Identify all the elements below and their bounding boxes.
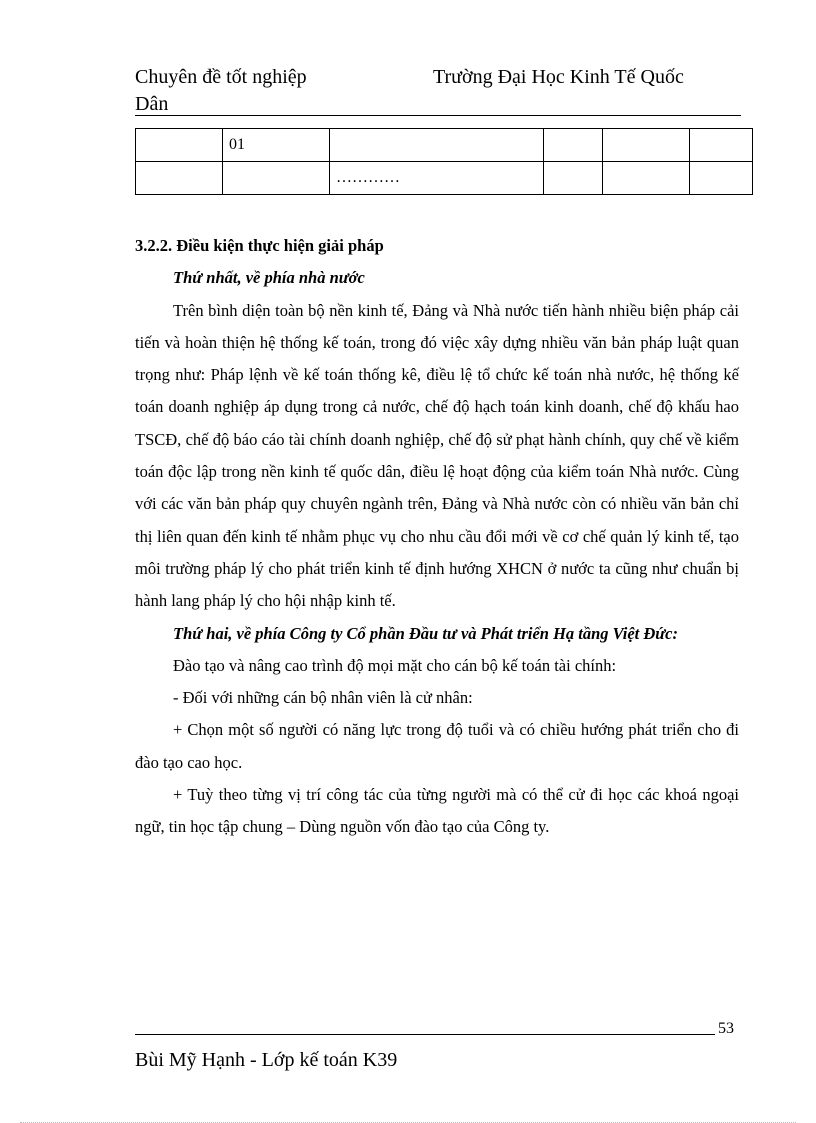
table-cell (330, 129, 544, 162)
table-cell (136, 129, 223, 162)
subheading-second: Thứ hai, về phía Công ty Cổ phần Đầu tư và Phát triển Hạ tầng Việt Đức: (173, 623, 678, 643)
body-content (135, 230, 739, 844)
table-row (136, 162, 753, 195)
table-cell (603, 129, 690, 162)
subheading-first: Thứ nhất, về phía nhà nước (173, 268, 365, 288)
header-continuation: Dân (135, 93, 169, 115)
table-cell (544, 129, 603, 162)
list-item: - Đối với những cán bộ nhân viên là cử nhân: (173, 688, 473, 708)
paragraph-training: Đào tạo và nâng cao trình độ mọi mặt cho cán bộ kế toán tài chính: (173, 655, 617, 675)
table-cell (690, 162, 753, 195)
list-item: + Chọn một số người có năng lực trong độ tuổi và có chiều hướng phát triển cho đi đào tạo cao học. (135, 720, 739, 772)
table-cell (690, 129, 753, 162)
page-number: 53 (718, 1020, 734, 1037)
table-cell: 01 (223, 129, 330, 162)
header-divider (135, 115, 741, 116)
table-cell (223, 162, 330, 195)
list-item: + Tuỳ theo từng vị trí công tác của từng người mà có thể cử đi học các khoá ngoại ngữ, tin học tập chung – Dùng nguồn vốn đào tạo của Công ty. (135, 785, 739, 837)
footer-divider (135, 1034, 715, 1035)
table-cell (544, 162, 603, 195)
header-left: Chuyên đề tốt nghiệp (135, 66, 307, 88)
header-right: Trường Đại Học Kinh Tế Quốc (433, 66, 684, 88)
section-heading: 3.2.2. Điều kiện thực hiện giải pháp (135, 236, 384, 255)
paragraph-state: Trên bình diện toàn bộ nền kinh tế, Đảng và Nhà nước tiến hành nhiều biện pháp cải tiến và hoàn thiện hệ thống kế toán, trong đó việc xây dựng nhiều văn bản pháp luật quan trọng như: Pháp lệnh về kế toán thống kê, điều lệ tổ chức kế toán nhà nước, hệ thống kế toán doanh nghiệp áp dụng trong cả nước, chế độ hạch toán kinh doanh, chế độ khấu hao TSCĐ, chế độ báo cáo tài chính doanh nghiệp, chế độ sử phạt hành chính, quy chế về kiểm toán độc lập trong nền kinh tế quốc dân, điều lệ hoạt động của kiểm toán Nhà nước. Cùng với các văn bản pháp quy chuyên ngành trên, Đảng và Nhà nước còn có nhiều văn bản chỉ thị liên quan đến kinh tế nhằm phục vụ cho nhu cầu đổi mới về cơ chế quản lý kinh tế, tạo môi trường pháp lý cho phát triển kinh tế định hướng XHCN ở nước ta cũng như chuẩn bị hành lang pháp lý cho hội nhập kinh tế. (135, 300, 739, 611)
table-fragment (135, 128, 753, 195)
table-cell: ………… (330, 162, 544, 195)
table-cell (603, 162, 690, 195)
footer-author: Bùi Mỹ Hạnh - Lớp kế toán K39 (135, 1049, 398, 1071)
table-cell (136, 162, 223, 195)
table-row (136, 129, 753, 162)
